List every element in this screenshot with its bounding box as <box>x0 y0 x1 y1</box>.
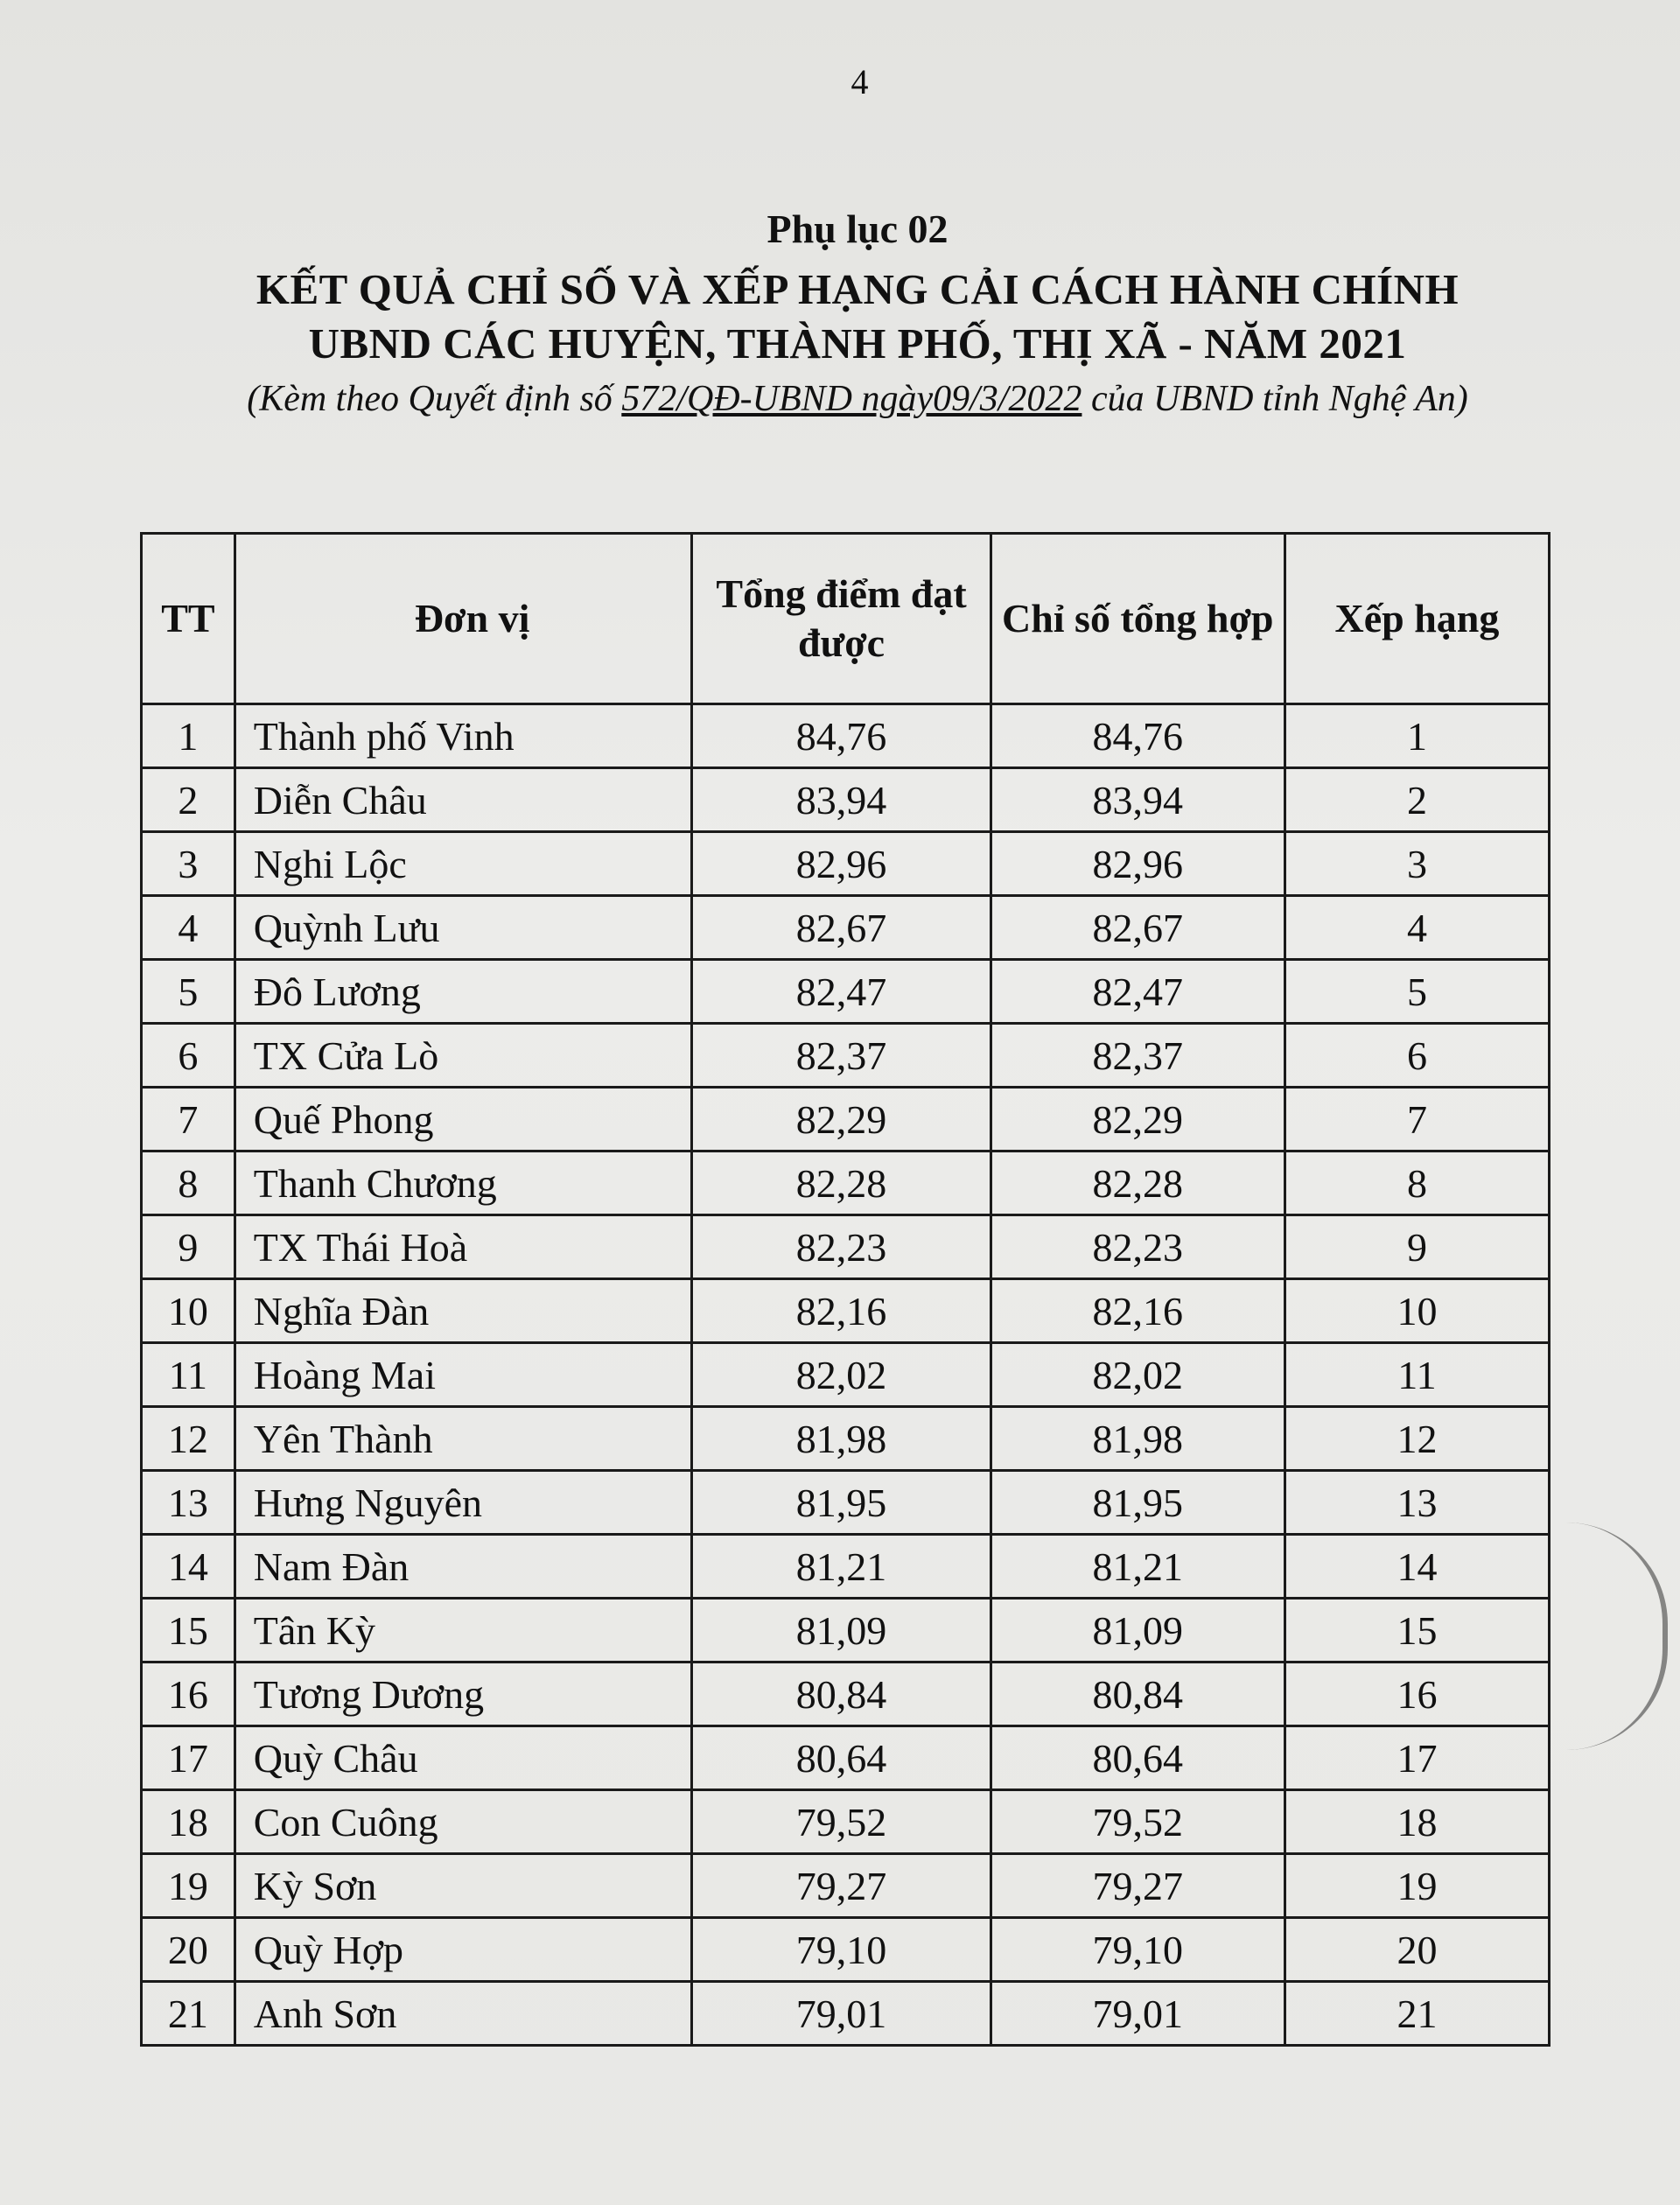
header-total-score: Tổng điểm đạt được <box>692 534 990 704</box>
table-row <box>142 1918 1550 1982</box>
table-row <box>142 1279 1550 1343</box>
row-unit-cell: TX Cửa Lò <box>234 1024 692 1088</box>
table-row <box>142 1535 1550 1599</box>
row-rank-cell: 15 <box>1284 1599 1549 1662</box>
row-composite-index-cell: 82,28 <box>990 1152 1284 1215</box>
row-composite-index-cell: 81,21 <box>990 1535 1284 1599</box>
row-total-score-cell: 82,29 <box>692 1088 990 1152</box>
row-composite-index-cell: 82,67 <box>990 896 1284 960</box>
row-composite-index-cell: 79,52 <box>990 1790 1284 1854</box>
row-unit-cell: Anh Sơn <box>234 1982 692 2046</box>
table-row <box>142 960 1550 1024</box>
row-unit-cell: Quế Phong <box>234 1088 692 1152</box>
row-unit-cell: Hưng Nguyên <box>234 1471 692 1535</box>
row-composite-index-cell: 84,76 <box>990 704 1284 768</box>
table-header-row <box>142 534 1550 704</box>
row-total-score-cell: 82,37 <box>692 1024 990 1088</box>
row-total-score-cell: 81,09 <box>692 1599 990 1662</box>
row-tt-cell: 16 <box>142 1662 235 1726</box>
row-rank-cell: 3 <box>1284 832 1549 896</box>
row-tt-cell: 21 <box>142 1982 235 2046</box>
row-tt-cell: 14 <box>142 1535 235 1599</box>
row-total-score-cell: 80,84 <box>692 1662 990 1726</box>
row-rank-cell: 13 <box>1284 1471 1549 1535</box>
table-row <box>142 704 1550 768</box>
table-row <box>142 1152 1550 1215</box>
document-title-line2: UBND CÁC HUYỆN, THÀNH PHỐ, THỊ XÃ - NĂM 2021 <box>308 319 1407 368</box>
document-subtitle <box>131 378 1584 420</box>
row-tt-cell: 15 <box>142 1599 235 1662</box>
row-rank-cell: 4 <box>1284 896 1549 960</box>
row-total-score-cell: 82,16 <box>692 1279 990 1343</box>
row-composite-index-cell: 81,95 <box>990 1471 1284 1535</box>
row-rank-cell: 11 <box>1284 1343 1549 1407</box>
document-title-line1: KẾT QUẢ CHỈ SỐ VÀ XẾP HẠNG CẢI CÁCH HÀNH CHÍNH <box>256 265 1460 313</box>
table-row <box>142 1215 1550 1279</box>
appendix-label: Phụ lục 02 <box>766 206 948 251</box>
row-rank-cell: 12 <box>1284 1407 1549 1471</box>
row-unit-cell: Quỳnh Lưu <box>234 896 692 960</box>
row-rank-cell: 8 <box>1284 1152 1549 1215</box>
page-number: 4 <box>850 62 869 102</box>
header-tt: TT <box>142 534 235 704</box>
row-tt-cell: 6 <box>142 1024 235 1088</box>
row-tt-cell: 12 <box>142 1407 235 1471</box>
row-composite-index-cell: 83,94 <box>990 768 1284 832</box>
row-tt-cell: 9 <box>142 1215 235 1279</box>
header-rank: Xếp hạng <box>1284 534 1549 704</box>
row-unit-cell: Hoàng Mai <box>234 1343 692 1407</box>
row-unit-cell: Quỳ Hợp <box>234 1918 692 1982</box>
row-rank-cell: 9 <box>1284 1215 1549 1279</box>
row-total-score-cell: 81,95 <box>692 1471 990 1535</box>
table-row <box>142 1343 1550 1407</box>
table-row <box>142 1599 1550 1662</box>
row-total-score-cell: 79,01 <box>692 1982 990 2046</box>
table-row <box>142 1662 1550 1726</box>
row-tt-cell: 10 <box>142 1279 235 1343</box>
row-unit-cell: Đô Lương <box>234 960 692 1024</box>
row-total-score-cell: 79,52 <box>692 1790 990 1854</box>
row-composite-index-cell: 82,02 <box>990 1343 1284 1407</box>
row-tt-cell: 4 <box>142 896 235 960</box>
row-tt-cell: 11 <box>142 1343 235 1407</box>
row-total-score-cell: 84,76 <box>692 704 990 768</box>
subtitle-prefix: (Kèm theo Quyết định số <box>247 379 612 419</box>
row-unit-cell: TX Thái Hoà <box>234 1215 692 1279</box>
table-row <box>142 832 1550 896</box>
row-unit-cell: Nghi Lộc <box>234 832 692 896</box>
row-composite-index-cell: 82,47 <box>990 960 1284 1024</box>
row-rank-cell: 6 <box>1284 1024 1549 1088</box>
row-unit-cell: Tân Kỳ <box>234 1599 692 1662</box>
row-composite-index-cell: 79,27 <box>990 1854 1284 1918</box>
row-unit-cell: Nghĩa Đàn <box>234 1279 692 1343</box>
seal-stamp-fragment <box>1566 1522 1668 1750</box>
row-rank-cell: 17 <box>1284 1726 1549 1790</box>
ranking-table <box>140 532 1550 2047</box>
row-total-score-cell: 79,27 <box>692 1854 990 1918</box>
row-total-score-cell: 82,23 <box>692 1215 990 1279</box>
row-unit-cell: Thành phố Vinh <box>234 704 692 768</box>
row-unit-cell: Yên Thành <box>234 1407 692 1471</box>
row-rank-cell: 21 <box>1284 1982 1549 2046</box>
row-total-score-cell: 79,10 <box>692 1918 990 1982</box>
row-tt-cell: 18 <box>142 1790 235 1854</box>
row-total-score-cell: 82,28 <box>692 1152 990 1215</box>
row-rank-cell: 1 <box>1284 704 1549 768</box>
row-tt-cell: 8 <box>142 1152 235 1215</box>
table-body <box>142 704 1550 2046</box>
row-unit-cell: Nam Đàn <box>234 1535 692 1599</box>
row-total-score-cell: 82,96 <box>692 832 990 896</box>
table-row <box>142 1088 1550 1152</box>
row-rank-cell: 14 <box>1284 1535 1549 1599</box>
row-composite-index-cell: 82,16 <box>990 1279 1284 1343</box>
row-unit-cell: Diễn Châu <box>234 768 692 832</box>
row-tt-cell: 19 <box>142 1854 235 1918</box>
row-total-score-cell: 83,94 <box>692 768 990 832</box>
row-total-score-cell: 82,47 <box>692 960 990 1024</box>
row-tt-cell: 5 <box>142 960 235 1024</box>
row-tt-cell: 7 <box>142 1088 235 1152</box>
row-composite-index-cell: 82,23 <box>990 1215 1284 1279</box>
row-unit-cell: Tương Dương <box>234 1662 692 1726</box>
row-composite-index-cell: 82,96 <box>990 832 1284 896</box>
row-tt-cell: 13 <box>142 1471 235 1535</box>
subtitle-suffix: của UBND tỉnh Nghệ An) <box>1090 379 1468 419</box>
subtitle-decision: 572/QĐ-UBND ngày09/3/2022 <box>621 379 1082 419</box>
row-tt-cell: 1 <box>142 704 235 768</box>
row-rank-cell: 10 <box>1284 1279 1549 1343</box>
table-row <box>142 1982 1550 2046</box>
row-total-score-cell: 82,67 <box>692 896 990 960</box>
row-tt-cell: 17 <box>142 1726 235 1790</box>
row-total-score-cell: 81,98 <box>692 1407 990 1471</box>
row-rank-cell: 18 <box>1284 1790 1549 1854</box>
row-rank-cell: 16 <box>1284 1662 1549 1726</box>
row-composite-index-cell: 79,10 <box>990 1918 1284 1982</box>
row-unit-cell: Kỳ Sơn <box>234 1854 692 1918</box>
row-composite-index-cell: 80,64 <box>990 1726 1284 1790</box>
table-row <box>142 1407 1550 1471</box>
table-row <box>142 1471 1550 1535</box>
header-unit: Đơn vị <box>234 534 692 704</box>
row-unit-cell: Con Cuông <box>234 1790 692 1854</box>
table-row <box>142 896 1550 960</box>
row-tt-cell: 20 <box>142 1918 235 1982</box>
row-tt-cell: 3 <box>142 832 235 896</box>
row-total-score-cell: 82,02 <box>692 1343 990 1407</box>
row-composite-index-cell: 82,37 <box>990 1024 1284 1088</box>
table-row <box>142 768 1550 832</box>
row-composite-index-cell: 81,09 <box>990 1599 1284 1662</box>
row-unit-cell: Quỳ Châu <box>234 1726 692 1790</box>
row-rank-cell: 5 <box>1284 960 1549 1024</box>
row-total-score-cell: 80,64 <box>692 1726 990 1790</box>
row-unit-cell: Thanh Chương <box>234 1152 692 1215</box>
row-composite-index-cell: 80,84 <box>990 1662 1284 1726</box>
row-rank-cell: 20 <box>1284 1918 1549 1982</box>
row-composite-index-cell: 81,98 <box>990 1407 1284 1471</box>
table-row <box>142 1854 1550 1918</box>
row-rank-cell: 2 <box>1284 768 1549 832</box>
row-total-score-cell: 81,21 <box>692 1535 990 1599</box>
document-header <box>131 206 1584 420</box>
row-composite-index-cell: 82,29 <box>990 1088 1284 1152</box>
row-tt-cell: 2 <box>142 768 235 832</box>
header-composite-index: Chỉ số tổng hợp <box>990 534 1284 704</box>
row-rank-cell: 19 <box>1284 1854 1549 1918</box>
table-row <box>142 1024 1550 1088</box>
row-rank-cell: 7 <box>1284 1088 1549 1152</box>
row-composite-index-cell: 79,01 <box>990 1982 1284 2046</box>
table-row <box>142 1790 1550 1854</box>
table-row <box>142 1726 1550 1790</box>
